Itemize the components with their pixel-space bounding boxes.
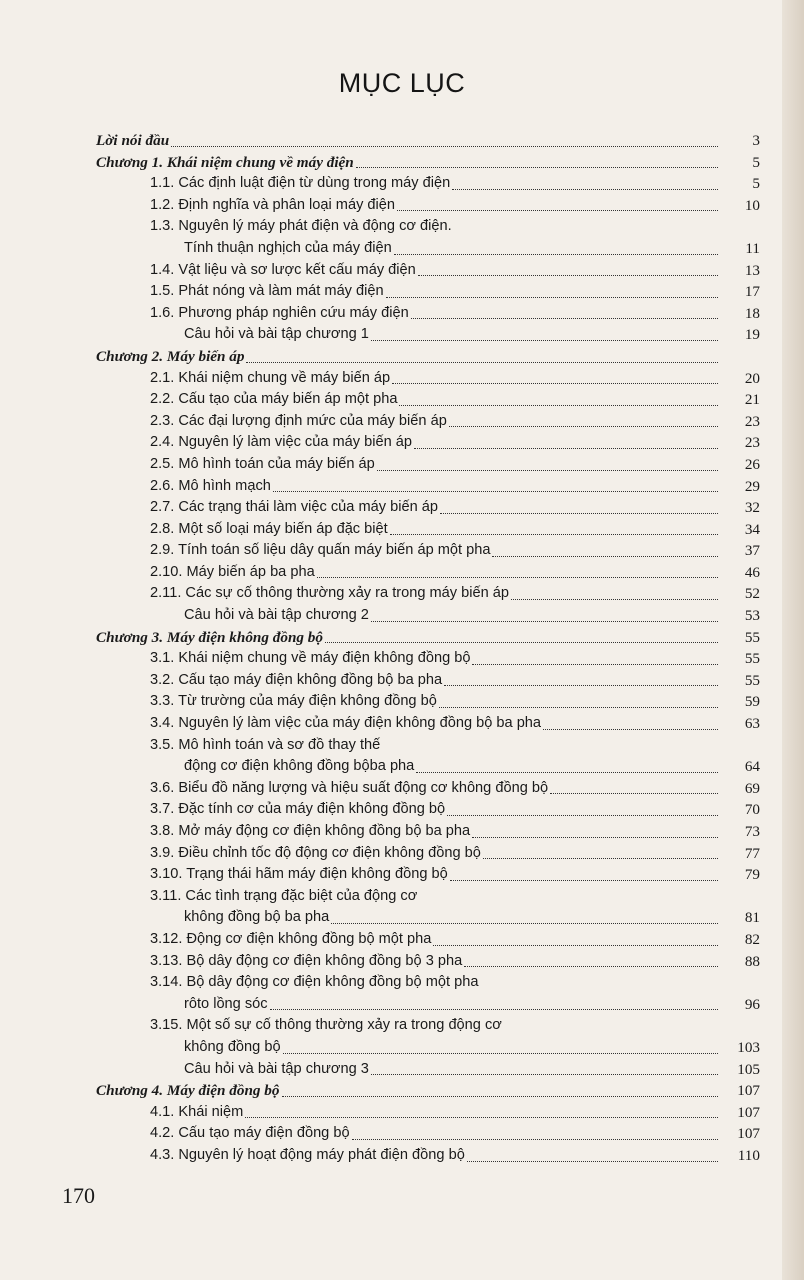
toc-page-number: 70 (744, 801, 760, 819)
dot-leader (371, 340, 718, 341)
dot-leader (273, 491, 718, 492)
toc-entry-text: Chương 1. Khái niệm chung về máy điện (96, 153, 354, 171)
toc-entry-text: Tính thuận nghịch của máy điện (184, 239, 392, 256)
dot-leader (550, 793, 718, 794)
dot-leader (511, 599, 718, 600)
toc-page-number: 23 (744, 412, 760, 430)
toc-page-number: 21 (744, 391, 760, 409)
toc-entry (96, 173, 760, 195)
toc-entry (96, 713, 760, 735)
dot-leader (325, 642, 718, 643)
toc-entry-text: Chương 2. Máy biến áp (96, 347, 245, 365)
toc-chapter (96, 346, 760, 368)
toc-entry (96, 540, 760, 562)
toc-entry-text: 4.2. Cấu tạo máy điện đồng bộ (150, 1125, 350, 1142)
toc-page-number: 34 (744, 520, 760, 538)
toc-entry-text: 2.10. Máy biến áp ba pha (150, 563, 315, 580)
toc-entry (96, 799, 760, 821)
toc-page-number: 55 (744, 650, 760, 668)
toc-entry (96, 476, 760, 498)
toc-entry-text: 1.3. Nguyên lý máy phát điện và động cơ điện. (150, 218, 452, 235)
toc-entry-text: rôto lồng sóc (184, 995, 268, 1012)
toc-page-number: 13 (744, 261, 760, 279)
dot-leader (317, 577, 718, 578)
toc-page-number: 53 (744, 607, 760, 625)
toc-entry-text: 2.9. Tính toán số liệu dây quấn máy biến áp một pha (150, 542, 491, 559)
toc-entry-text: 3.6. Biểu đồ năng lượng và hiệu suất động cơ không đồng bộ (150, 779, 549, 796)
toc-entry (96, 281, 760, 303)
toc-entry (96, 778, 760, 800)
dot-leader (418, 275, 718, 276)
toc-page-number: 107 (737, 1103, 760, 1121)
toc-entry-text: 3.14. Bộ dây động cơ điện không đồng bộ một pha (150, 974, 479, 991)
dot-leader (246, 362, 718, 363)
toc-entry-text: Câu hỏi và bài tập chương 3 (184, 1060, 369, 1077)
page-number: 170 (62, 1183, 95, 1208)
toc-entry-text: không đồng bộ (184, 1038, 281, 1055)
dot-leader (394, 254, 718, 255)
toc-page-number: 110 (737, 1146, 760, 1164)
dot-leader (543, 729, 718, 730)
toc-entry (96, 972, 760, 1015)
toc-entry-text: 4.1. Khái niệm (150, 1103, 244, 1120)
dot-leader (472, 664, 718, 665)
toc-page-number: 3 (752, 132, 760, 149)
toc-page-number: 82 (744, 930, 760, 948)
toc-entry (96, 1123, 760, 1145)
toc-entry (96, 368, 760, 390)
toc-page-number: 5 (752, 153, 760, 171)
dot-leader (439, 707, 718, 708)
toc-entry (96, 951, 760, 973)
toc-entry (96, 648, 760, 670)
toc-page-number: 105 (737, 1060, 760, 1078)
toc-entry-text: Câu hỏi và bài tập chương 1 (184, 326, 369, 343)
toc-entry-text: 1.6. Phương pháp nghiên cứu máy điện (150, 304, 409, 321)
toc-page-number: 20 (744, 369, 760, 387)
toc-entry (96, 260, 760, 282)
dot-leader (416, 772, 718, 773)
toc-entry-text: 3.5. Mô hình toán và sơ đồ thay thế (150, 736, 381, 753)
toc-entry-text: 2.3. Các đại lượng định mức của máy biến áp (150, 412, 447, 429)
dot-leader (331, 923, 718, 924)
toc-page-number: 107 (737, 1125, 760, 1143)
toc-entry (96, 1145, 760, 1167)
toc-entry-text: Câu hỏi và bài tập chương 2 (184, 607, 369, 624)
dot-leader (452, 189, 718, 190)
toc-entry-text: Chương 3. Máy điện không đồng bộ (96, 628, 323, 646)
toc-entry-text: 3.2. Cấu tạo máy điện không đồng bộ ba pha (150, 671, 443, 688)
dot-leader (397, 210, 718, 211)
table-of-contents (96, 130, 760, 1167)
dot-leader (450, 880, 718, 881)
toc-entry-text: động cơ điện không đồng bộba pha (184, 758, 415, 775)
toc-page-number: 5 (752, 175, 760, 193)
toc-page-number: 18 (744, 304, 760, 322)
toc-entry (96, 691, 760, 713)
toc-page-number: 23 (744, 434, 760, 452)
dot-leader (390, 534, 718, 535)
toc-entry (96, 216, 760, 259)
toc-entry-text: 2.7. Các trạng thái làm việc của máy biến áp (150, 499, 438, 516)
toc-entry (96, 1059, 760, 1081)
toc-page-number: 29 (744, 477, 760, 495)
dot-leader (447, 815, 718, 816)
toc-entry-text: 3.11. Các tình trạng đặc biệt của động cơ (150, 887, 418, 904)
toc-entry (96, 303, 760, 325)
toc-entry (96, 389, 760, 411)
toc-entry-text: 3.10. Trạng thái hãm máy điện không đồng bộ (150, 866, 448, 883)
toc-entry-text: 3.4. Nguyên lý làm việc của máy điện không đồng bộ ba pha (150, 715, 542, 732)
dot-leader (467, 1161, 718, 1162)
toc-chapter (96, 627, 760, 649)
toc-chapter (96, 1080, 760, 1102)
toc-entry-text: 1.1. Các định luật điện từ dùng trong máy điện (150, 175, 451, 192)
dot-leader (411, 318, 718, 319)
toc-entry-text: không đồng bộ ba pha (184, 909, 330, 926)
toc-entry (96, 562, 760, 584)
dot-leader (472, 837, 718, 838)
toc-entry-text: 2.5. Mô hình toán của máy biến áp (150, 455, 375, 472)
toc-entry (96, 929, 760, 951)
toc-page-number: 10 (744, 196, 760, 214)
toc-entry-text: 1.4. Vật liệu và sơ lược kết cấu máy điện (150, 261, 416, 278)
toc-entry (96, 432, 760, 454)
dot-leader (352, 1139, 718, 1140)
toc-entry-text: Lời nói đầu (96, 132, 170, 149)
toc-entry-text: 1.2. Định nghĩa và phân loại máy điện (150, 196, 396, 213)
toc-page-number: 32 (744, 499, 760, 517)
page-edge (782, 0, 804, 1280)
dot-leader (371, 621, 718, 622)
toc-entry (96, 195, 760, 217)
page-title: MỤC LỤC (338, 68, 466, 98)
toc-page-number: 55 (744, 628, 760, 646)
toc-entry-text: 2.2. Cấu tạo của máy biến áp một pha (150, 391, 398, 408)
dot-leader (245, 1117, 718, 1118)
dot-leader (414, 448, 718, 449)
dot-leader (282, 1096, 719, 1097)
toc-entry (96, 497, 760, 519)
dot-leader (444, 685, 718, 686)
toc-page-number: 77 (744, 844, 760, 862)
toc-entry (96, 843, 760, 865)
toc-entry-text: 3.12. Động cơ điện không đồng bộ một pha (150, 930, 432, 947)
toc-page-number: 96 (744, 995, 760, 1013)
dot-leader (440, 513, 718, 514)
toc-page-number: 37 (744, 542, 760, 560)
dot-leader (283, 1053, 718, 1054)
toc-entry (96, 411, 760, 433)
toc-page-number: 64 (744, 758, 760, 776)
toc-page-number: 17 (744, 283, 760, 301)
dot-leader (356, 167, 718, 168)
toc-entry (96, 454, 760, 476)
dot-leader (492, 556, 718, 557)
dot-leader (483, 858, 718, 859)
toc-page-number: 19 (744, 326, 760, 344)
toc-entry-text: 2.1. Khái niệm chung về máy biến áp (150, 369, 391, 386)
dot-leader (449, 426, 718, 427)
toc-entry-text: 3.9. Điều chỉnh tốc độ động cơ điện không đồng bộ (150, 844, 481, 861)
toc-entry-text: 4.3. Nguyên lý hoạt động máy phát điện đồng bộ (150, 1146, 465, 1163)
toc-page-number: 69 (744, 779, 760, 797)
toc-entry (96, 1015, 760, 1058)
dot-leader (392, 383, 718, 384)
toc-entry (96, 886, 760, 929)
toc-entry (96, 864, 760, 886)
dot-leader (386, 297, 718, 298)
toc-entry-text: 3.13. Bộ dây động cơ điện không đồng bộ 3 pha (150, 952, 463, 969)
toc-page-number: 46 (744, 563, 760, 581)
toc-entry (96, 735, 760, 778)
toc-entry (96, 605, 760, 627)
toc-entry (96, 324, 760, 346)
toc-entry-text: Chương 4. Máy điện đồng bộ (96, 1082, 280, 1100)
toc-entry-text: 2.8. Một số loại máy biến áp đặc biệt (150, 520, 388, 537)
toc-chapter (96, 152, 760, 174)
toc-page-number: 11 (745, 239, 760, 257)
toc-entry (96, 821, 760, 843)
toc-entry (96, 1102, 760, 1124)
dot-leader (377, 470, 718, 471)
toc-entry-text: 3.8. Mở máy động cơ điện không đồng bộ ba pha (150, 823, 471, 839)
dot-leader (433, 945, 718, 946)
dot-leader (464, 966, 718, 967)
dot-leader (171, 146, 718, 147)
toc-entry-text: 1.5. Phát nóng và làm mát máy điện (150, 283, 384, 300)
toc-page-number: 52 (744, 585, 760, 603)
toc-entry-text: 3.3. Từ trường của máy điện không đồng bộ (150, 693, 437, 710)
toc-page-number: 26 (744, 455, 760, 473)
toc-page-number: 59 (744, 693, 760, 711)
toc-entry-text: 2.11. Các sự cố thông thường xảy ra trong máy biến áp (150, 585, 510, 602)
toc-entry (96, 519, 760, 541)
toc-page-number: 55 (744, 671, 760, 689)
toc-page-number: 81 (744, 909, 760, 927)
toc-page-number: 79 (744, 866, 760, 884)
toc-entry-text: 3.1. Khái niệm chung về máy điện không đồng bộ (150, 650, 471, 667)
dot-leader (270, 1009, 718, 1010)
toc-page-number: 88 (744, 952, 760, 970)
toc-page-number: 107 (737, 1082, 760, 1100)
toc-chapter (96, 130, 760, 152)
toc-entry-text: 3.7. Đặc tính cơ của máy điện không đồng bộ (150, 801, 446, 818)
dot-leader (399, 405, 718, 406)
toc-entry-text: 3.15. Một số sự cố thông thường xảy ra trong động cơ (150, 1017, 502, 1034)
toc-page-number: 103 (737, 1038, 760, 1056)
toc-entry (96, 583, 760, 605)
toc-entry (96, 670, 760, 692)
toc-entry-text: 2.4. Nguyên lý làm việc của máy biến áp (150, 434, 413, 451)
toc-page-number: 63 (744, 715, 760, 733)
dot-leader (371, 1074, 718, 1075)
toc-entry-text: 2.6. Mô hình mạch (150, 477, 271, 494)
toc-page-number: 73 (744, 823, 760, 840)
